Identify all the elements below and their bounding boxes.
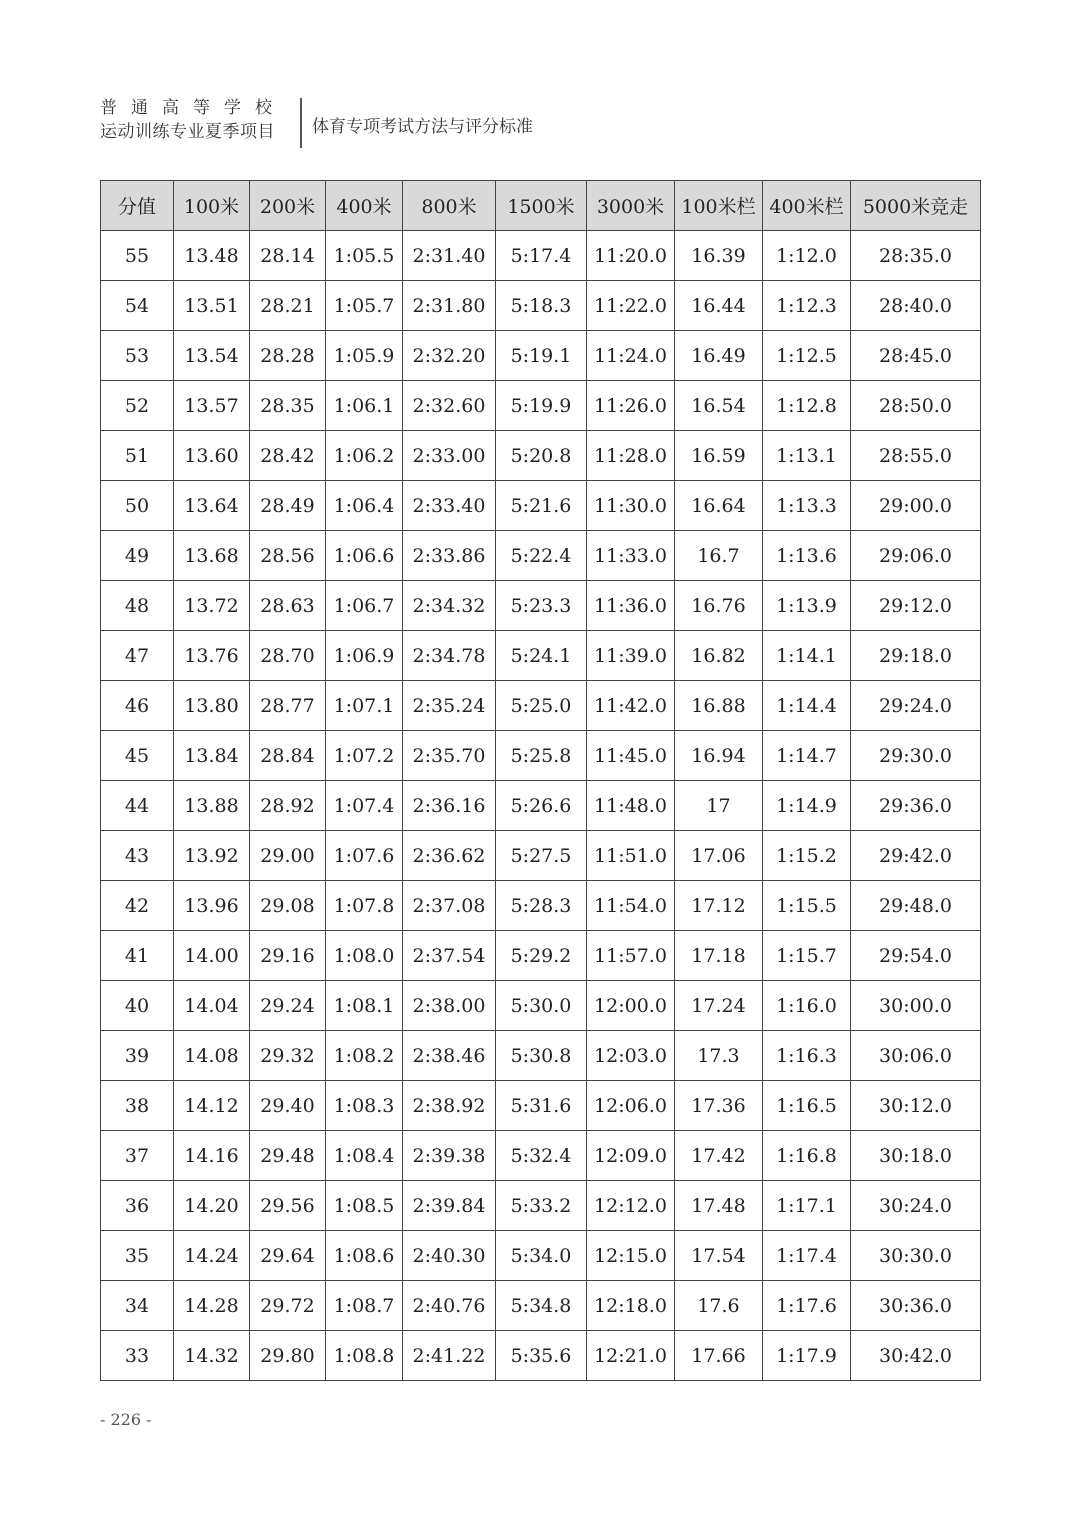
column-header: 1500米 — [496, 181, 587, 231]
table-cell: 1:13.9 — [763, 581, 851, 631]
table-cell: 11:26.0 — [587, 381, 675, 431]
table-cell: 1:15.2 — [763, 831, 851, 881]
table-cell: 1:05.7 — [326, 281, 403, 331]
score-cell: 52 — [101, 381, 174, 431]
table-cell: 5:30.8 — [496, 1031, 587, 1081]
table-cell: 29.72 — [250, 1281, 326, 1331]
table-row — [101, 581, 981, 631]
column-header: 5000米竞走 — [851, 181, 981, 231]
table-cell: 14.24 — [174, 1231, 250, 1281]
table-cell: 2:32.20 — [403, 331, 496, 381]
table-cell: 1:08.7 — [326, 1281, 403, 1331]
table-cell: 2:33.00 — [403, 431, 496, 481]
table-row — [101, 281, 981, 331]
table-row — [101, 381, 981, 431]
score-cell: 38 — [101, 1081, 174, 1131]
table-row — [101, 881, 981, 931]
table-cell: 1:05.5 — [326, 231, 403, 281]
table-cell: 29:42.0 — [851, 831, 981, 881]
table-row — [101, 681, 981, 731]
table-row — [101, 1181, 981, 1231]
book-title-line1: 普通高等学校 — [100, 98, 286, 118]
column-header: 800米 — [403, 181, 496, 231]
table-cell: 13.84 — [174, 731, 250, 781]
header-row — [101, 181, 981, 231]
table-cell: 17.54 — [675, 1231, 763, 1281]
table-cell: 29:30.0 — [851, 731, 981, 781]
table-cell: 14.04 — [174, 981, 250, 1031]
chapter-title: 体育专项考试方法与评分标准 — [312, 117, 533, 137]
table-cell: 30:12.0 — [851, 1081, 981, 1131]
table-cell: 2:38.46 — [403, 1031, 496, 1081]
table-cell: 1:14.7 — [763, 731, 851, 781]
table-cell: 17 — [675, 781, 763, 831]
table-cell: 5:34.8 — [496, 1281, 587, 1331]
table-cell: 2:31.40 — [403, 231, 496, 281]
table-cell: 16.64 — [675, 481, 763, 531]
table-cell: 5:24.1 — [496, 631, 587, 681]
table-cell: 30:06.0 — [851, 1031, 981, 1081]
table-cell: 2:34.32 — [403, 581, 496, 631]
table-cell: 5:22.4 — [496, 531, 587, 581]
table-cell: 28:45.0 — [851, 331, 981, 381]
table-cell: 2:39.38 — [403, 1131, 496, 1181]
table-cell: 28.28 — [250, 331, 326, 381]
book-title-line2: 运动训练专业夏季项目 — [100, 122, 275, 142]
table-cell: 29.80 — [250, 1331, 326, 1381]
score-cell: 55 — [101, 231, 174, 281]
table-cell: 1:07.2 — [326, 731, 403, 781]
table-cell: 16.88 — [675, 681, 763, 731]
score-cell: 37 — [101, 1131, 174, 1181]
table-cell: 5:25.8 — [496, 731, 587, 781]
score-cell: 53 — [101, 331, 174, 381]
table-cell: 1:17.9 — [763, 1331, 851, 1381]
table-cell: 5:29.2 — [496, 931, 587, 981]
table-row — [101, 831, 981, 881]
table-cell: 30:24.0 — [851, 1181, 981, 1231]
table-cell: 13.80 — [174, 681, 250, 731]
table-cell: 1:15.7 — [763, 931, 851, 981]
table-cell: 5:20.8 — [496, 431, 587, 481]
table-cell: 28.70 — [250, 631, 326, 681]
score-cell: 51 — [101, 431, 174, 481]
table-cell: 2:40.30 — [403, 1231, 496, 1281]
table-cell: 1:14.4 — [763, 681, 851, 731]
table-cell: 1:12.3 — [763, 281, 851, 331]
table-cell: 11:22.0 — [587, 281, 675, 331]
table-cell: 1:17.1 — [763, 1181, 851, 1231]
table-cell: 29.24 — [250, 981, 326, 1031]
table-cell: 17.18 — [675, 931, 763, 981]
table-cell: 1:06.2 — [326, 431, 403, 481]
table-cell: 13.57 — [174, 381, 250, 431]
table-cell: 2:36.62 — [403, 831, 496, 881]
table-cell: 2:33.40 — [403, 481, 496, 531]
score-cell: 35 — [101, 1231, 174, 1281]
table-cell: 13.54 — [174, 331, 250, 381]
table-cell: 12:00.0 — [587, 981, 675, 1031]
table-cell: 1:08.6 — [326, 1231, 403, 1281]
score-cell: 36 — [101, 1181, 174, 1231]
table-cell: 17.6 — [675, 1281, 763, 1331]
table-cell: 29:54.0 — [851, 931, 981, 981]
score-cell: 44 — [101, 781, 174, 831]
table-cell: 11:36.0 — [587, 581, 675, 631]
table-cell: 1:07.4 — [326, 781, 403, 831]
table-cell: 28.14 — [250, 231, 326, 281]
table-cell: 1:07.8 — [326, 881, 403, 931]
table-cell: 1:08.5 — [326, 1181, 403, 1231]
table-cell: 13.64 — [174, 481, 250, 531]
table-cell: 1:06.9 — [326, 631, 403, 681]
table-cell: 30:30.0 — [851, 1231, 981, 1281]
table-row — [101, 1081, 981, 1131]
table-cell: 30:36.0 — [851, 1281, 981, 1331]
table-cell: 5:27.5 — [496, 831, 587, 881]
table-cell: 5:21.6 — [496, 481, 587, 531]
table-cell: 14.00 — [174, 931, 250, 981]
table-cell: 1:12.5 — [763, 331, 851, 381]
table-cell: 29.08 — [250, 881, 326, 931]
table-cell: 5:23.3 — [496, 581, 587, 631]
table-cell: 14.32 — [174, 1331, 250, 1381]
table-cell: 2:41.22 — [403, 1331, 496, 1381]
table-cell: 17.3 — [675, 1031, 763, 1081]
score-cell: 48 — [101, 581, 174, 631]
table-cell: 1:13.1 — [763, 431, 851, 481]
table-cell: 28.92 — [250, 781, 326, 831]
table-cell: 5:17.4 — [496, 231, 587, 281]
table-cell: 5:25.0 — [496, 681, 587, 731]
table-cell: 13.68 — [174, 531, 250, 581]
table-cell: 1:14.1 — [763, 631, 851, 681]
table-cell: 12:06.0 — [587, 1081, 675, 1131]
table-row — [101, 631, 981, 681]
table-cell: 29:18.0 — [851, 631, 981, 681]
score-cell: 49 — [101, 531, 174, 581]
table-cell: 5:35.6 — [496, 1331, 587, 1381]
table-cell: 11:39.0 — [587, 631, 675, 681]
table-cell: 1:12.0 — [763, 231, 851, 281]
table-cell: 17.36 — [675, 1081, 763, 1131]
table-cell: 2:33.86 — [403, 531, 496, 581]
table-cell: 1:16.0 — [763, 981, 851, 1031]
table-cell: 16.49 — [675, 331, 763, 381]
score-cell: 46 — [101, 681, 174, 731]
table-row — [101, 231, 981, 281]
table-cell: 29.32 — [250, 1031, 326, 1081]
score-cell: 43 — [101, 831, 174, 881]
table-cell: 1:16.8 — [763, 1131, 851, 1181]
table-cell: 1:08.8 — [326, 1331, 403, 1381]
table-cell: 29:06.0 — [851, 531, 981, 581]
table-row — [101, 731, 981, 781]
table-cell: 11:33.0 — [587, 531, 675, 581]
table-cell: 14.28 — [174, 1281, 250, 1331]
table-cell: 28.21 — [250, 281, 326, 331]
table-cell: 1:08.1 — [326, 981, 403, 1031]
table-cell: 28:50.0 — [851, 381, 981, 431]
column-header: 分值 — [101, 181, 174, 231]
column-header: 100米栏 — [675, 181, 763, 231]
table-cell: 11:51.0 — [587, 831, 675, 881]
table-cell: 11:24.0 — [587, 331, 675, 381]
table-cell: 1:07.6 — [326, 831, 403, 881]
table-row — [101, 331, 981, 381]
table-cell: 2:35.24 — [403, 681, 496, 731]
table-cell: 2:40.76 — [403, 1281, 496, 1331]
table-cell: 11:57.0 — [587, 931, 675, 981]
table-cell: 29:24.0 — [851, 681, 981, 731]
table-cell: 30:18.0 — [851, 1131, 981, 1181]
table-cell: 17.24 — [675, 981, 763, 1031]
table-cell: 17.48 — [675, 1181, 763, 1231]
table-cell: 5:34.0 — [496, 1231, 587, 1281]
table-cell: 28.63 — [250, 581, 326, 631]
score-cell: 54 — [101, 281, 174, 331]
table-cell: 30:42.0 — [851, 1331, 981, 1381]
table-row — [101, 531, 981, 581]
book-title — [100, 96, 296, 144]
table-cell: 29.48 — [250, 1131, 326, 1181]
table-cell: 1:05.9 — [326, 331, 403, 381]
table-cell: 12:09.0 — [587, 1131, 675, 1181]
table-row — [101, 931, 981, 981]
table-cell: 16.44 — [675, 281, 763, 331]
page-number: - 226 - — [100, 1410, 152, 1429]
table-cell: 28.56 — [250, 531, 326, 581]
table-cell: 5:26.6 — [496, 781, 587, 831]
table-cell: 11:54.0 — [587, 881, 675, 931]
table-cell: 11:28.0 — [587, 431, 675, 481]
table-cell: 1:08.4 — [326, 1131, 403, 1181]
table-cell: 1:06.4 — [326, 481, 403, 531]
table-cell: 1:08.0 — [326, 931, 403, 981]
table-cell: 16.59 — [675, 431, 763, 481]
table-cell: 1:06.6 — [326, 531, 403, 581]
table-cell: 14.12 — [174, 1081, 250, 1131]
table-cell: 1:13.3 — [763, 481, 851, 531]
table-cell: 5:19.9 — [496, 381, 587, 431]
table-cell: 1:08.3 — [326, 1081, 403, 1131]
score-table — [100, 180, 981, 1381]
table-cell: 12:03.0 — [587, 1031, 675, 1081]
score-cell: 40 — [101, 981, 174, 1031]
column-header: 400米栏 — [763, 181, 851, 231]
table-cell: 14.16 — [174, 1131, 250, 1181]
table-cell: 1:13.6 — [763, 531, 851, 581]
table-cell: 5:18.3 — [496, 281, 587, 331]
table-cell: 1:06.7 — [326, 581, 403, 631]
table-cell: 11:20.0 — [587, 231, 675, 281]
table-cell: 28:35.0 — [851, 231, 981, 281]
table-cell: 29.40 — [250, 1081, 326, 1131]
table-cell: 29.00 — [250, 831, 326, 881]
table-cell: 11:30.0 — [587, 481, 675, 531]
table-cell: 2:32.60 — [403, 381, 496, 431]
column-header: 400米 — [326, 181, 403, 231]
table-row — [101, 481, 981, 531]
table-cell: 17.42 — [675, 1131, 763, 1181]
table-cell: 13.92 — [174, 831, 250, 881]
table-cell: 1:07.1 — [326, 681, 403, 731]
table-cell: 29.64 — [250, 1231, 326, 1281]
table-row — [101, 431, 981, 481]
table-cell: 1:08.2 — [326, 1031, 403, 1081]
table-cell: 29:48.0 — [851, 881, 981, 931]
table-cell: 2:34.78 — [403, 631, 496, 681]
table-cell: 2:31.80 — [403, 281, 496, 331]
table-cell: 5:19.1 — [496, 331, 587, 381]
table-cell: 13.96 — [174, 881, 250, 931]
table-row — [101, 1231, 981, 1281]
table-cell: 13.76 — [174, 631, 250, 681]
table-cell: 28.42 — [250, 431, 326, 481]
score-cell: 47 — [101, 631, 174, 681]
table-cell: 2:38.00 — [403, 981, 496, 1031]
table-row — [101, 1131, 981, 1181]
table-cell: 16.94 — [675, 731, 763, 781]
table-row — [101, 981, 981, 1031]
table-body — [101, 231, 981, 1381]
table-cell: 28.77 — [250, 681, 326, 731]
table-cell: 30:00.0 — [851, 981, 981, 1031]
table-cell: 17.66 — [675, 1331, 763, 1381]
table-cell: 17.06 — [675, 831, 763, 881]
table-cell: 2:35.70 — [403, 731, 496, 781]
table-cell: 16.82 — [675, 631, 763, 681]
table-cell: 16.7 — [675, 531, 763, 581]
score-cell: 50 — [101, 481, 174, 531]
table-cell: 13.51 — [174, 281, 250, 331]
table-cell: 16.39 — [675, 231, 763, 281]
table-cell: 1:16.3 — [763, 1031, 851, 1081]
table-cell: 11:42.0 — [587, 681, 675, 731]
table-cell: 28.49 — [250, 481, 326, 531]
table-cell: 11:48.0 — [587, 781, 675, 831]
score-cell: 42 — [101, 881, 174, 931]
table-cell: 5:33.2 — [496, 1181, 587, 1231]
table-cell: 13.88 — [174, 781, 250, 831]
table-cell: 12:18.0 — [587, 1281, 675, 1331]
table-cell: 1:17.4 — [763, 1231, 851, 1281]
table-cell: 13.72 — [174, 581, 250, 631]
table-cell: 29:36.0 — [851, 781, 981, 831]
table-cell: 28:55.0 — [851, 431, 981, 481]
column-header: 3000米 — [587, 181, 675, 231]
table-cell: 28.84 — [250, 731, 326, 781]
score-cell: 39 — [101, 1031, 174, 1081]
score-cell: 34 — [101, 1281, 174, 1331]
table-cell: 14.20 — [174, 1181, 250, 1231]
column-header: 100米 — [174, 181, 250, 231]
table-cell: 5:31.6 — [496, 1081, 587, 1131]
table-cell: 2:37.08 — [403, 881, 496, 931]
table-cell: 16.54 — [675, 381, 763, 431]
table-row — [101, 781, 981, 831]
table-cell: 12:12.0 — [587, 1181, 675, 1231]
table-cell: 12:15.0 — [587, 1231, 675, 1281]
table-cell: 1:15.5 — [763, 881, 851, 931]
table-cell: 2:37.54 — [403, 931, 496, 981]
table-cell: 28:40.0 — [851, 281, 981, 331]
header-divider — [300, 98, 302, 148]
table-cell: 11:45.0 — [587, 731, 675, 781]
table-cell: 1:12.8 — [763, 381, 851, 431]
table-cell: 2:38.92 — [403, 1081, 496, 1131]
table-cell: 13.48 — [174, 231, 250, 281]
table-cell: 29.56 — [250, 1181, 326, 1231]
table-cell: 5:30.0 — [496, 981, 587, 1031]
table-cell: 28.35 — [250, 381, 326, 431]
table-cell: 12:21.0 — [587, 1331, 675, 1381]
table-cell: 1:17.6 — [763, 1281, 851, 1331]
score-cell: 45 — [101, 731, 174, 781]
table-cell: 1:14.9 — [763, 781, 851, 831]
table-cell: 13.60 — [174, 431, 250, 481]
table-row — [101, 1331, 981, 1381]
score-cell: 33 — [101, 1331, 174, 1381]
table-cell: 5:32.4 — [496, 1131, 587, 1181]
table-cell: 29:00.0 — [851, 481, 981, 531]
table-cell: 1:16.5 — [763, 1081, 851, 1131]
score-cell: 41 — [101, 931, 174, 981]
table-cell: 2:36.16 — [403, 781, 496, 831]
table-cell: 29.16 — [250, 931, 326, 981]
table-cell: 2:39.84 — [403, 1181, 496, 1231]
table-cell: 17.12 — [675, 881, 763, 931]
table-header — [101, 181, 981, 231]
table-cell: 29:12.0 — [851, 581, 981, 631]
table-cell: 14.08 — [174, 1031, 250, 1081]
table-cell: 5:28.3 — [496, 881, 587, 931]
column-header: 200米 — [250, 181, 326, 231]
table-row — [101, 1031, 981, 1081]
table-row — [101, 1281, 981, 1331]
table-cell: 1:06.1 — [326, 381, 403, 431]
table-cell: 16.76 — [675, 581, 763, 631]
